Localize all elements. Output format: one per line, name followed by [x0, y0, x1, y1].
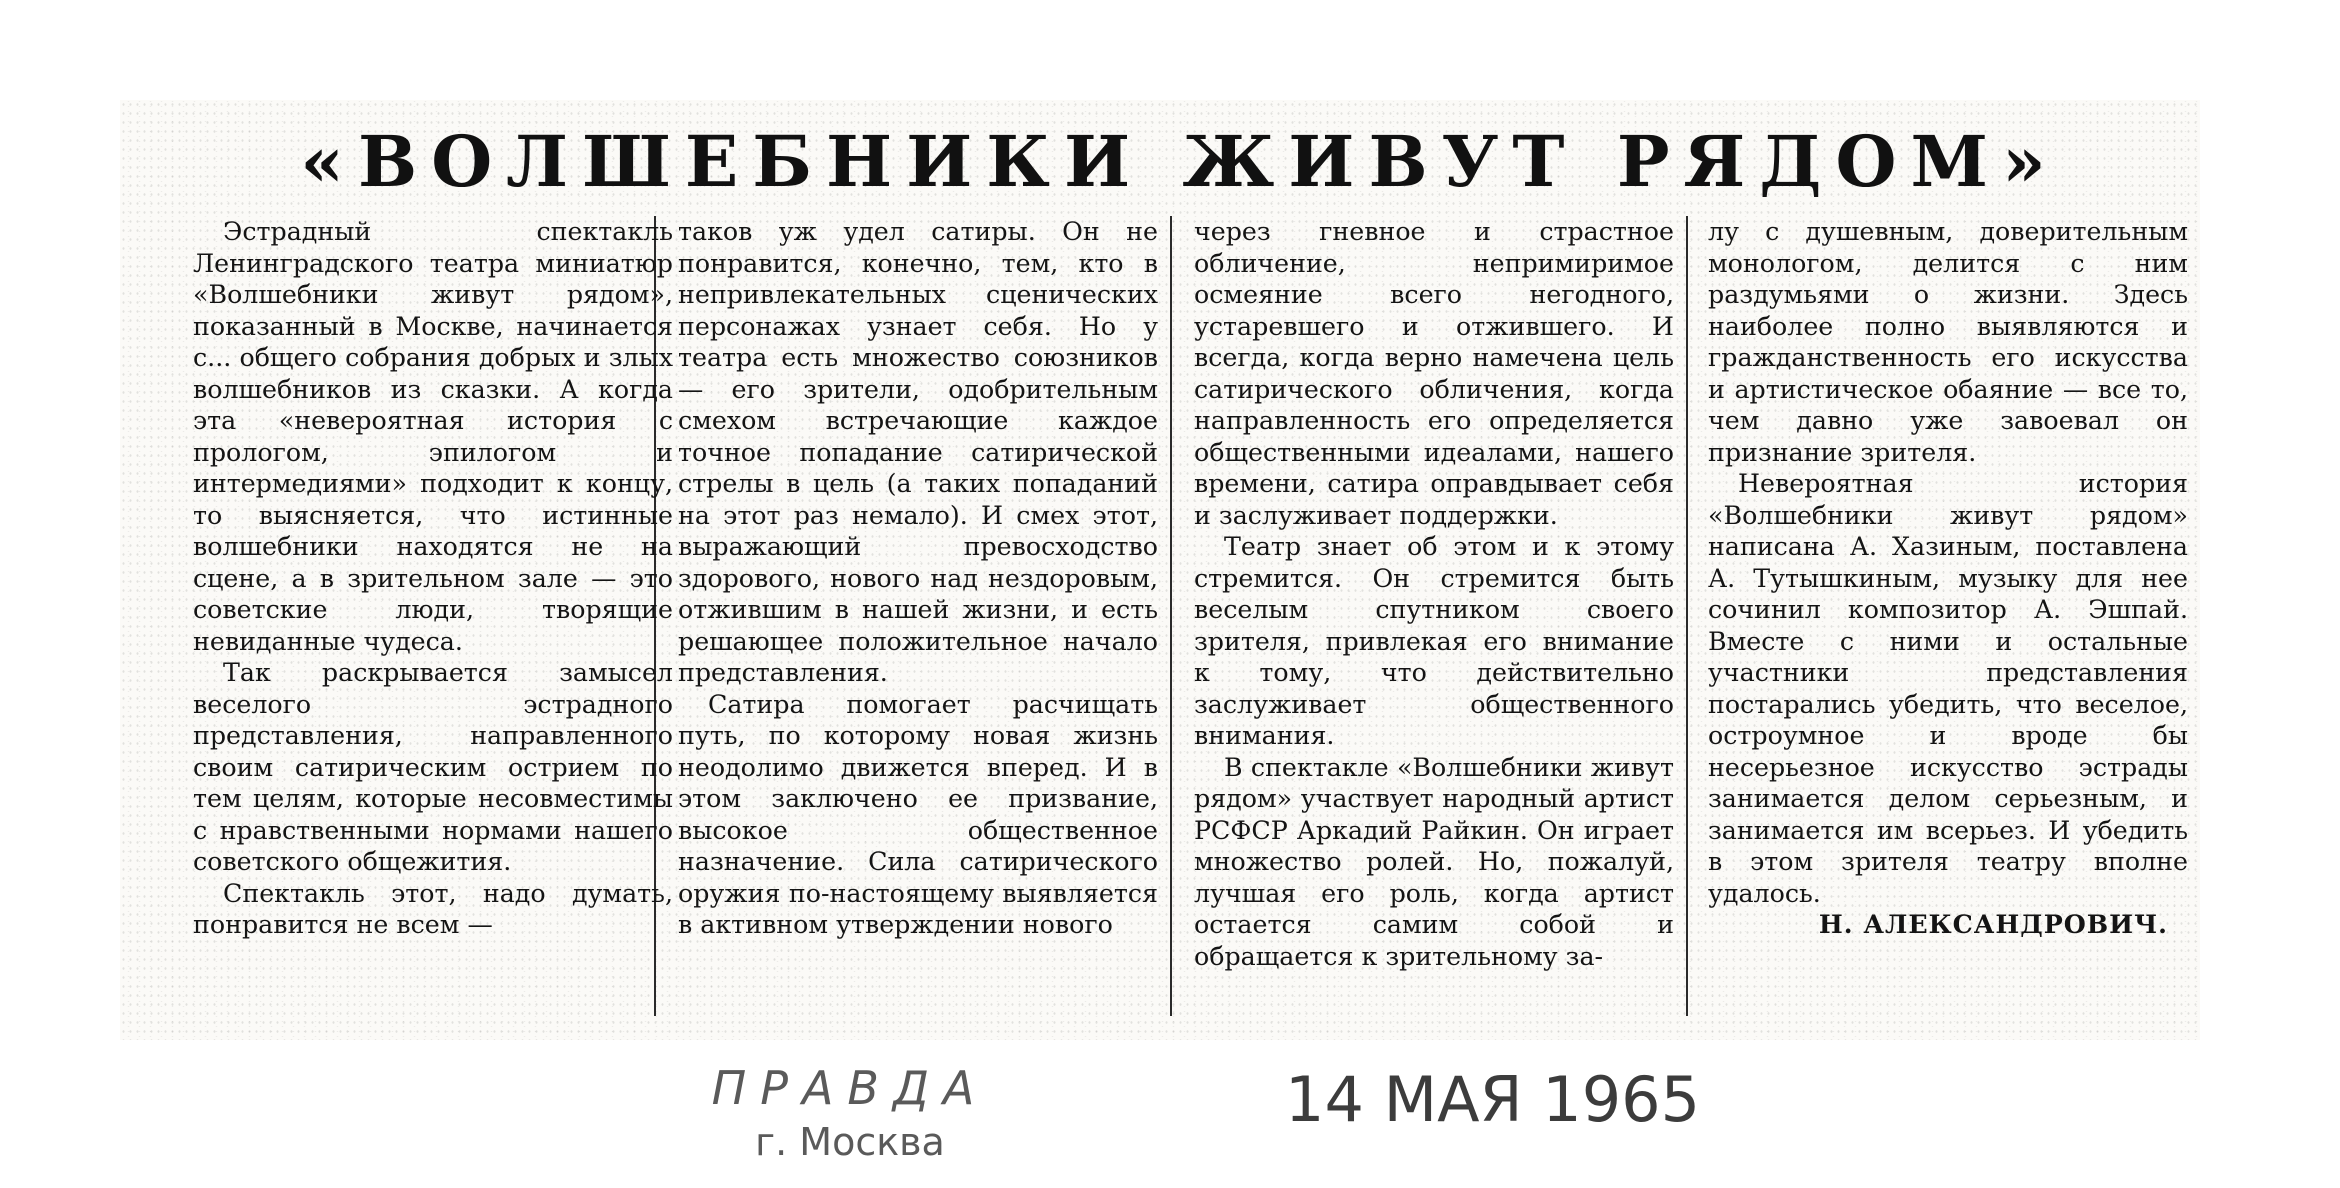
article-column-2	[678, 216, 1158, 1016]
article-column-1	[193, 216, 673, 1016]
newspaper-stamp	[640, 1060, 1060, 1188]
paragraph: через гневное и страстное обличение, непримиримое осмеяние всего негодного, устаревшего и отжившего. И всегда, когда верно намечена цель сатирического обличения, когда направленность его определяется общественными идеалами, нашего времени, сатира оправдывает себя и заслуживает поддержки.	[1194, 217, 1674, 530]
paragraph: В спектакле «Волшебники живут рядом» участвует народный артист РСФСР Аркадий Райкин. Он играет множество ролей. Но, пожалуй, лучшая его роль, когда артист остается самим собой и обращается к зрительному за-	[1194, 752, 1674, 971]
newspaper-name: ПРАВДА	[711, 1061, 989, 1115]
column-divider	[1170, 216, 1172, 1016]
paragraph: Эстрадный спектакль Ленинградского театра миниатюр «Волшебники живут рядом», показанный в Москве, начинается с... общего собрания добрых и злых волшебников из сказки. А когда эта «невероятная история с прологом, эпилогом и интермедиями» подходит к концу, то выясняется, что истинные волшебники находятся не на сцене, а в зрительном зале — это советские люди, творящие невиданные чудеса.	[193, 217, 673, 656]
paragraph: Невероятная история «Волшебники живут рядом» написана А. Хазиным, поставлена А. Тутышкиным, музыку для нее сочинил композитор А. Эшпай. Вместе с ними и остальные участники представления постарались убедить, что веселое, остроумное и вроде бы несерьезное искусство эстрады занимается делом серьезным, и занимается им всерьез. И убедить в этом зрителя театру вполне удалось.	[1708, 469, 2188, 908]
article-body	[148, 216, 2188, 1016]
paragraph: Сатира помогает расчищать путь, по которому новая жизнь неодолимо движется вперед. И в этом заключено ее призвание, высокое общественное назначение. Сила сатирического оружия по-настоящему выявляется в активном утверждении нового	[678, 689, 1158, 939]
paragraph: Спектакль этот, надо думать, понравится не всем —	[193, 878, 673, 939]
article-headline: «ВОЛШЕБНИКИ ЖИВУТ РЯДОМ»	[300, 120, 2060, 203]
paragraph: таков уж удел сатиры. Он не понравится, конечно, тем, кто в непривлекательных сценических персонажах узнает себя. Но у театра есть множество союзников — его зрители, одобрительным смехом встречающие каждое точное попадание сатирической стрелы в цель (а таких попаданий на этот раз немало). И смех этот, выражающий превосходство здорового, нового над нездоровым, отжившим в нашей жизни, и есть решающее положительное начало представления.	[678, 217, 1158, 687]
column-divider	[1686, 216, 1688, 1016]
newspaper-city: г. Москва	[755, 1120, 945, 1164]
paragraph: Так раскрывается замысел веселого эстрадного представления, направленного своим сатирическим острием по тем целям, которые несовместимы с нравственными нормами нашего советского общежития.	[193, 658, 673, 876]
article-column-4	[1708, 216, 2188, 1016]
paragraph: Театр знает об этом и к этому стремится. Он стремится быть веселым спутником своего зрителя, привлекая его внимание к тому, что действительно заслуживает общественного внимания.	[1194, 532, 1674, 750]
article-column-3	[1194, 216, 1674, 1016]
paragraph: лу с душевным, доверительным монологом, делится с ним раздумьями о жизни. Здесь наиболее полно выявляются и гражданственность его искусства и артистическое обаяние — все то, чем давно уже завоевал он признание зрителя.	[1708, 217, 2188, 467]
author-signature: Н. АЛЕКСАНДРОВИЧ.	[1818, 909, 2168, 939]
date-stamp: 14 МАЯ 1965	[1285, 1063, 1701, 1136]
